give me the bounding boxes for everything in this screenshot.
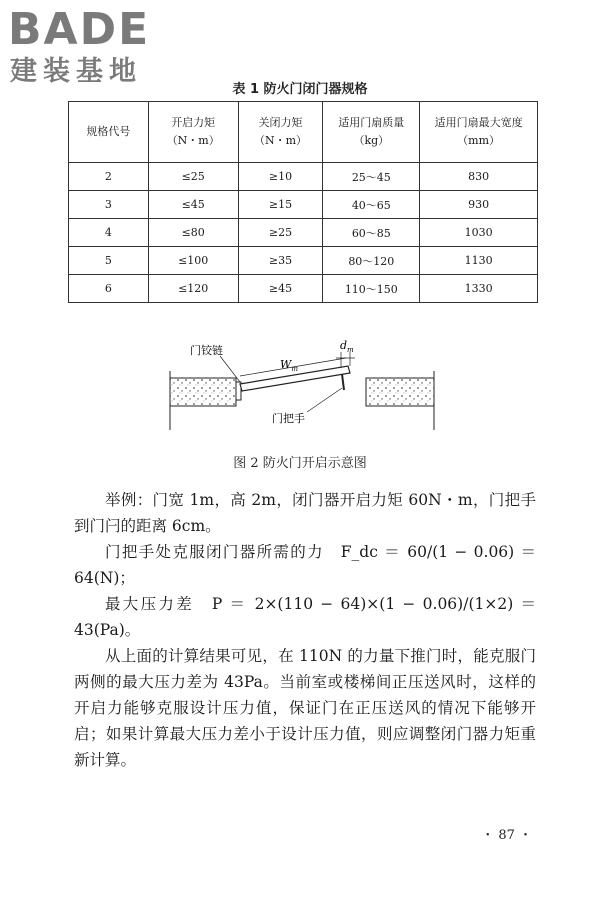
- body-text: [74, 487, 536, 773]
- door-opening-diagram: [160, 338, 450, 438]
- label-hinge: 门铰链: [190, 344, 223, 357]
- table-cell: 25～45: [323, 163, 420, 191]
- table-row: [69, 191, 538, 219]
- table-cell: ≤25: [148, 163, 238, 191]
- left-wall: [170, 378, 236, 406]
- header-opening-torque: 开启力矩 （N・m）: [148, 102, 238, 163]
- table-row: [69, 219, 538, 247]
- logo-subtitle: 建装基地: [10, 56, 142, 87]
- page-number: ・ 87 ・: [481, 828, 532, 843]
- table-cell: ≤120: [148, 275, 238, 303]
- paragraph-conclusion: 从上面的计算结果可见，在 110N 的力量下推门时，能克服门两侧的最大压力差为 43Pa。当前室或楼梯间正压送风时，这样的开启力能够克服设计压力值，保证门在正压送风的情况下能够开启；如果计算最大压力差小于设计压力值，则应调整闭门器力矩重新计算。: [74, 647, 536, 769]
- table-cell: ≤45: [148, 191, 238, 219]
- table-cell: 6: [69, 275, 149, 303]
- table-cell: 2: [69, 163, 149, 191]
- table-row: [69, 163, 538, 191]
- table-cell: 5: [69, 247, 149, 275]
- label-handle: 门把手: [272, 412, 305, 425]
- table-cell: ≥10: [238, 163, 323, 191]
- right-wall: [366, 378, 434, 406]
- paragraph-force: 门把手处克服闭门器所需的力 F_dc ＝ 60/(1 − 0.06) ＝ 64(N)；: [74, 543, 536, 587]
- spec-table: [68, 101, 538, 303]
- table-row: [69, 247, 538, 275]
- logo-brand: BADE: [8, 4, 151, 55]
- label-width: $W_m$: [280, 358, 298, 373]
- table-cell: 110～150: [323, 275, 420, 303]
- table-cell: 40～65: [323, 191, 420, 219]
- table-cell: 3: [69, 191, 149, 219]
- table-caption: 表 1 防火门闭门器规格: [232, 82, 368, 97]
- table-row: [69, 275, 538, 303]
- table-cell: 80～120: [323, 247, 420, 275]
- header-door-width: 适用门扇最大宽度 （mm）: [420, 102, 538, 163]
- header-closing-torque: 关闭力矩 （N・m）: [238, 102, 323, 163]
- table-cell: ≥15: [238, 191, 323, 219]
- table-cell: ≥45: [238, 275, 323, 303]
- header-spec-code: 规格代号: [69, 102, 149, 163]
- table-cell: 1030: [420, 219, 538, 247]
- table-cell: ≥35: [238, 247, 323, 275]
- table-header-row: [69, 102, 538, 163]
- table-cell: 830: [420, 163, 538, 191]
- table-cell: ≤80: [148, 219, 238, 247]
- table-cell: 1330: [420, 275, 538, 303]
- table-cell: 4: [69, 219, 149, 247]
- table-cell: ≤100: [148, 247, 238, 275]
- label-distance: $d_m$: [340, 339, 354, 354]
- paragraph-pressure: 最大压力差 P ＝ 2×(110 − 64)×(1 − 0.06)/(1×2) ＝ 43(Pa)。: [74, 595, 536, 639]
- handle-icon: [342, 374, 344, 390]
- table-cell: 930: [420, 191, 538, 219]
- header-door-mass: 适用门扇质量 （kg）: [323, 102, 420, 163]
- figure-caption: 图 2 防火门开启示意图: [233, 456, 367, 471]
- table-cell: 1130: [420, 247, 538, 275]
- table-cell: ≥25: [238, 219, 323, 247]
- table-cell: 60～85: [323, 219, 420, 247]
- paragraph-example: 举例：门宽 1m，高 2m，闭门器开启力矩 60N・m，门把手到门闩的距离 6cm。: [74, 491, 536, 535]
